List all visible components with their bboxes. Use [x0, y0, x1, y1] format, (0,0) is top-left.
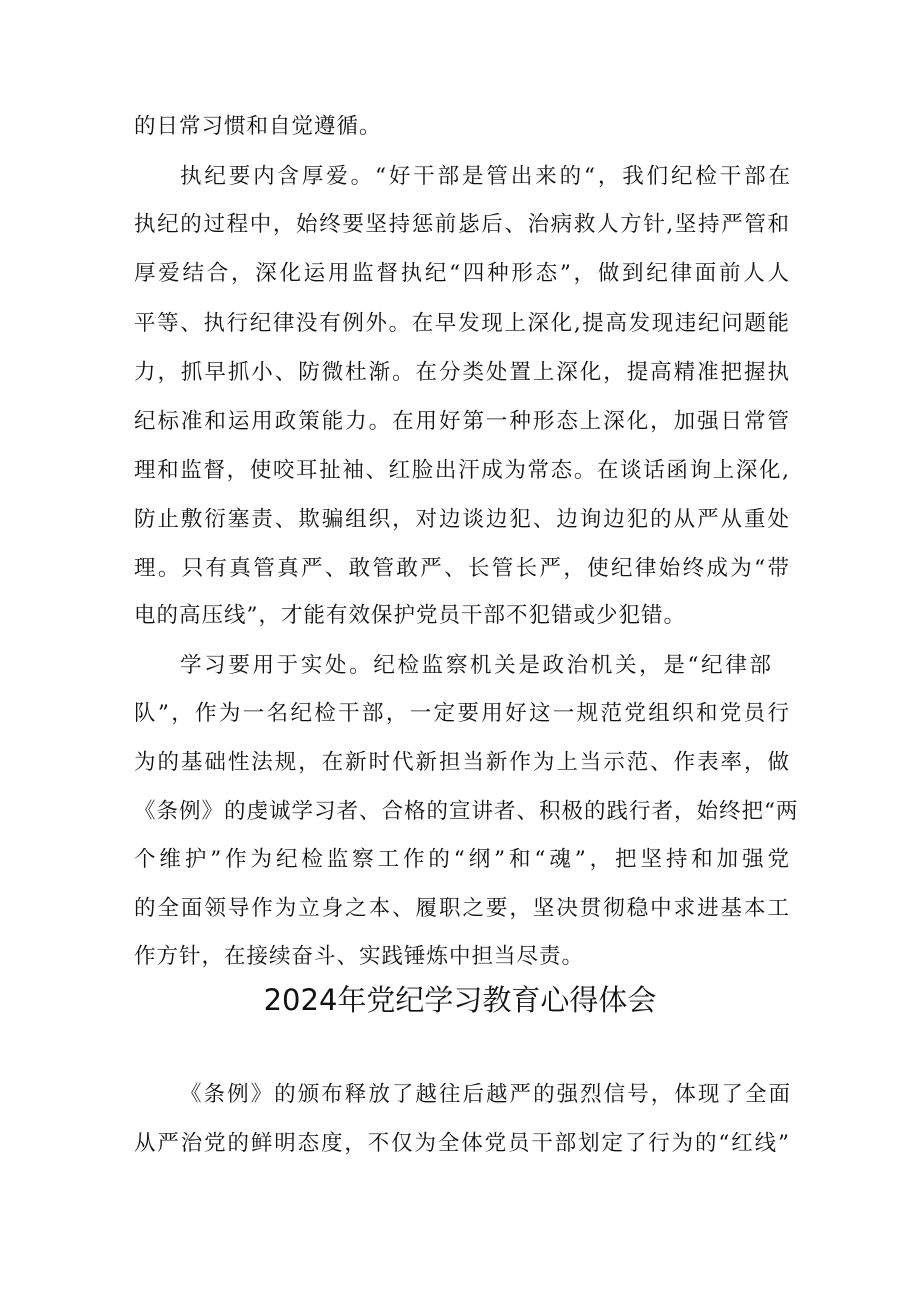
paragraph-line: 为的基础性法规，在新时代新担当新作为上当示范、作表率，做: [134, 750, 790, 775]
paragraph-line: 平等、执行纪律没有例外。在早发现上深化,提高发现违纪问题能: [134, 311, 790, 336]
paragraph-line: 理。只有真管真严、敢管敢严、长管长严，使纪律始终成为“带: [134, 556, 790, 581]
paragraph-line: 从严治党的鲜明态度，不仅为全体党员干部划定了行为的“红线”: [134, 1131, 790, 1156]
paragraph-line: 厚爱结合，深化运用监督执纪“四种形态”，做到纪律面前人人: [134, 261, 790, 286]
paragraph-line: 执纪要内含厚爱。“好干部是管出来的“，我们纪检干部在: [180, 164, 791, 189]
paragraph-line: 作方针，在接续奋斗、实践锤炼中担当尽责。: [134, 944, 585, 969]
paragraph-line: 执纪的过程中，始终要坚持惩前毖后、治病救人方针,坚持严管和: [134, 212, 790, 237]
paragraph-line: 防止敷衍塞责、欺骗组织，对边谈边犯、边询边犯的从严从重处: [134, 507, 790, 532]
paragraph-line: 个维护”作为纪检监察工作的“纲”和“魂”，把坚持和加强党: [134, 847, 790, 872]
paragraph-line: 电的高压线”，才能有效保护党员干部不犯错或少犯错。: [134, 603, 686, 628]
paragraph-line: 力，抓早抓小、防微杜渐。在分类处置上深化，提高精准把握执: [134, 360, 790, 385]
paragraph-line: 的全面领导作为立身之本、履职之要，坚决贯彻稳中求进基本工: [134, 896, 790, 921]
paragraph-line: 《条例》的虔诚学习者、合格的宣讲者、积极的践行者，始终把“两: [134, 799, 799, 824]
paragraph-line: 队”，作为一名纪检干部，一定要用好这一规范党组织和党员行: [134, 701, 790, 726]
paragraph-line: 纪标准和运用政策能力。在用好第一种形态上深化，加强日常管: [134, 409, 790, 434]
paragraph-line: 理和监督，使咬耳扯袖、红脸出汗成为常态。在谈话函询上深化,: [134, 458, 790, 483]
paragraph-line: 的日常习惯和自觉遵循。: [134, 114, 382, 139]
paragraph-line: 《条例》的颁布释放了越往后越严的强烈信号，体现了全面: [180, 1082, 791, 1107]
document-title: 2024年党纪学习教育心得体会: [263, 983, 657, 1017]
paragraph-line: 学习要用于实处。纪检监察机关是政治机关，是“纪律部: [180, 653, 772, 678]
